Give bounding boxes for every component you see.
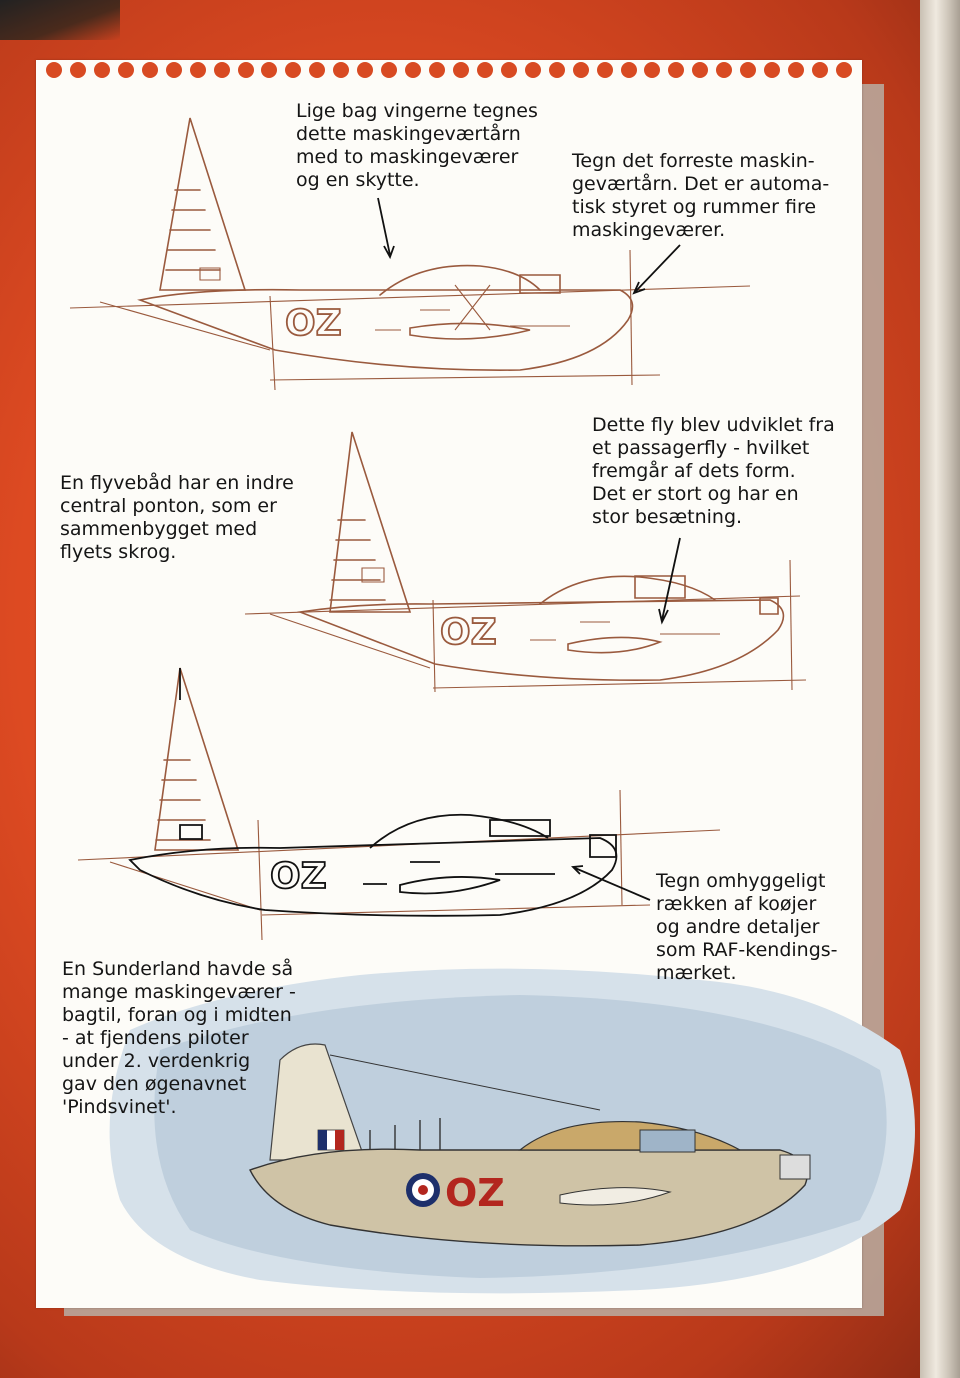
sketch-step-3: [78, 668, 720, 940]
aircraft-code-sketch: OZ: [285, 303, 342, 344]
callout-arrows: [378, 198, 680, 900]
aircraft-code-sketch: OZ: [270, 856, 327, 897]
caption-nose-turret: Tegn det forreste maskin- geværtårn. Det er automa- tisk styret og rummer fire maskingeværer.: [572, 150, 830, 241]
aircraft-code-final: OZ: [445, 1171, 505, 1215]
caption-pontoon: En flyvebåd har en indre central ponton, som er sammenbygget med flyets skrog.: [60, 472, 294, 563]
caption-origin: Dette fly blev udviklet fra et passagerfly - hvilket fremgår af dets form. Det er stort og har en stor besætning.: [592, 414, 835, 528]
caption-nickname: En Sunderland havde så mange maskingeværer - bagtil, foran og i midten - at fjendens piloter under 2. verdenkrig gav den øgenavnet 'Pindsvinet'.: [62, 958, 296, 1118]
caption-details: Tegn omhyggeligt rækken af koøjer og andre detaljer som RAF-kendings- mærket.: [656, 870, 838, 984]
aircraft-code-sketch: OZ: [440, 612, 497, 653]
caption-tail-turret: Lige bag vingerne tegnes dette maskingeværtårn med to maskingeværer og en skytte.: [296, 100, 538, 191]
